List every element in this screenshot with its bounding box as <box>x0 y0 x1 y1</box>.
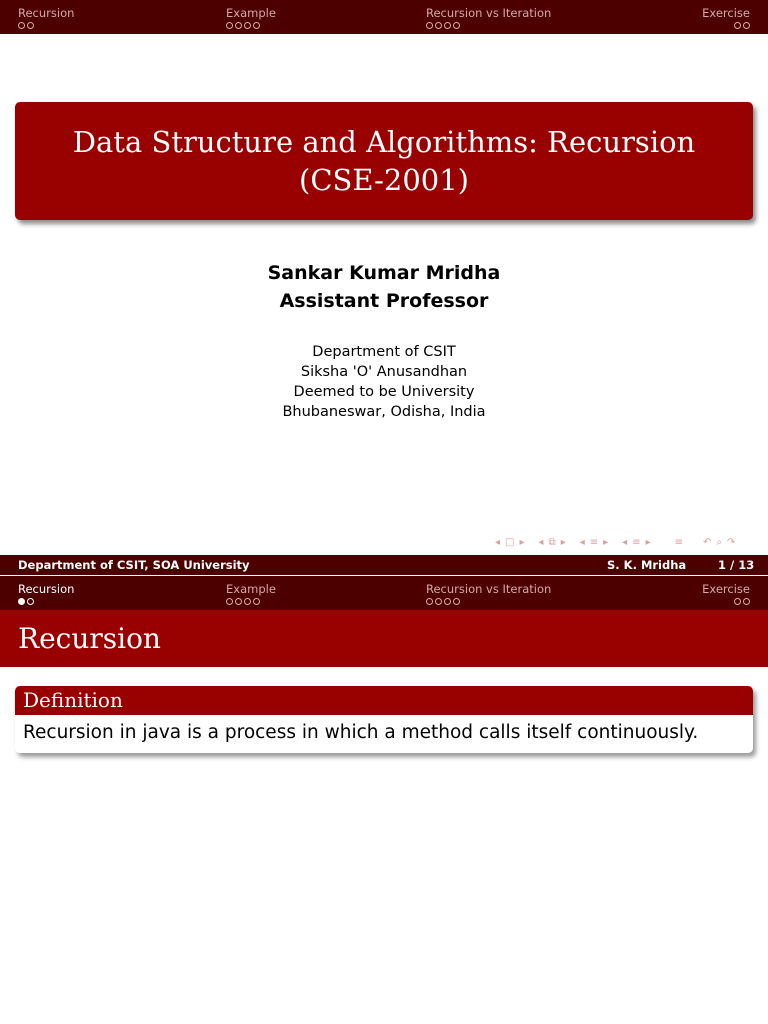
nav-dot[interactable] <box>444 598 451 605</box>
presentation-title-line-2: (CSE-2001) <box>299 163 469 197</box>
nav-dot[interactable] <box>244 22 251 29</box>
nav-subsection-dots <box>426 598 551 605</box>
search-icon[interactable]: ⌕ <box>716 537 723 548</box>
forward-icon[interactable]: ↷ <box>727 537 736 548</box>
back-icon[interactable]: ↶ <box>703 537 712 548</box>
nav-dot[interactable] <box>253 22 260 29</box>
nav-section-label: Exercise <box>702 6 750 20</box>
prev-frame-icon[interactable]: ◂ <box>538 537 544 548</box>
next-subsection-icon[interactable]: ▸ <box>603 537 609 548</box>
nav-subsection-dots <box>702 598 750 605</box>
institute-line: Deemed to be University <box>293 384 475 400</box>
nav-section-label: Example <box>226 6 276 20</box>
nav-section-example[interactable] <box>226 583 276 605</box>
nav-dot[interactable] <box>226 22 233 29</box>
section-icon[interactable]: ≡ <box>632 537 641 548</box>
footline-institute: Department of CSIT, SOA University <box>18 558 250 572</box>
author-block <box>0 259 768 315</box>
nav-section-label: Exercise <box>702 582 750 596</box>
footline-author: S. K. Mridha <box>607 558 687 572</box>
institute-block <box>0 342 768 422</box>
nav-dot[interactable] <box>253 598 260 605</box>
presentation-title-line-1: Data Structure and Algorithms: Recursion <box>72 125 696 159</box>
nav-dot[interactable] <box>235 598 242 605</box>
nav-dot[interactable] <box>244 598 251 605</box>
institute-line: Siksha 'O' Anusandhan <box>300 364 468 380</box>
section-navigation-bar <box>0 0 768 34</box>
section-navigation-bar <box>0 576 768 610</box>
institute-line: Department of CSIT <box>312 344 456 360</box>
nav-dot[interactable] <box>444 22 451 29</box>
nav-dot[interactable] <box>734 598 741 605</box>
nav-dot[interactable] <box>435 598 442 605</box>
prev-slide-icon[interactable]: ◂ <box>495 537 501 548</box>
slide-icon[interactable]: □ <box>505 537 515 548</box>
nav-section-recursion[interactable] <box>18 7 74 29</box>
nav-section-exercise[interactable] <box>702 583 750 605</box>
nav-section-label: Recursion vs Iteration <box>426 6 552 20</box>
frame-title: Recursion <box>0 610 768 667</box>
nav-section-label: Recursion <box>18 6 75 20</box>
nav-dot[interactable] <box>27 598 34 605</box>
nav-subsection-dots <box>702 22 750 29</box>
nav-dot[interactable] <box>743 22 750 29</box>
next-frame-icon[interactable]: ▸ <box>560 537 566 548</box>
definition-block-title: Definition <box>15 686 753 715</box>
nav-dot[interactable] <box>426 598 433 605</box>
author-role: Assistant Professor <box>279 290 489 312</box>
next-section-icon[interactable]: ▸ <box>645 537 651 548</box>
nav-dot[interactable] <box>435 22 442 29</box>
document-icon[interactable]: ≡ <box>674 537 684 548</box>
nav-dot[interactable] <box>743 598 750 605</box>
nav-section-recursion[interactable] <box>18 583 74 605</box>
nav-dot-current[interactable] <box>18 598 25 605</box>
nav-section-recursion-vs-iteration[interactable] <box>426 7 551 29</box>
nav-dot[interactable] <box>734 22 741 29</box>
nav-dot[interactable] <box>226 598 233 605</box>
footline <box>0 555 768 575</box>
nav-dot[interactable] <box>426 22 433 29</box>
nav-section-exercise[interactable] <box>702 7 750 29</box>
author-name: Sankar Kumar Mridha <box>267 262 501 284</box>
nav-subsection-dots <box>426 22 551 29</box>
nav-section-label: Recursion vs Iteration <box>426 582 552 596</box>
nav-dot[interactable] <box>453 22 460 29</box>
prev-section-icon[interactable]: ◂ <box>622 537 628 548</box>
nav-subsection-dots <box>226 598 276 605</box>
next-slide-icon[interactable]: ▸ <box>519 537 525 548</box>
nav-subsection-dots <box>18 598 74 605</box>
nav-subsection-dots <box>226 22 276 29</box>
title-block <box>15 102 753 220</box>
nav-section-label: Recursion <box>18 582 75 596</box>
nav-section-label: Example <box>226 582 276 596</box>
navigation-symbols <box>495 535 763 551</box>
nav-section-example[interactable] <box>226 7 276 29</box>
definition-block <box>15 686 753 753</box>
subsection-icon[interactable]: ≡ <box>589 537 599 548</box>
nav-dot[interactable] <box>18 22 25 29</box>
footline-page-number: 1 / 13 <box>718 558 755 572</box>
nav-dot[interactable] <box>453 598 460 605</box>
institute-line: Bhubaneswar, Odisha, India <box>282 404 486 420</box>
definition-block-body: Recursion in java is a process in which a method calls itself continuously. <box>15 715 753 753</box>
nav-dot[interactable] <box>235 22 242 29</box>
prev-subsection-icon[interactable]: ◂ <box>579 537 585 548</box>
nav-dot[interactable] <box>27 22 34 29</box>
nav-subsection-dots <box>18 22 74 29</box>
frame-icon[interactable]: ⧉ <box>548 537 556 548</box>
nav-section-recursion-vs-iteration[interactable] <box>426 583 551 605</box>
